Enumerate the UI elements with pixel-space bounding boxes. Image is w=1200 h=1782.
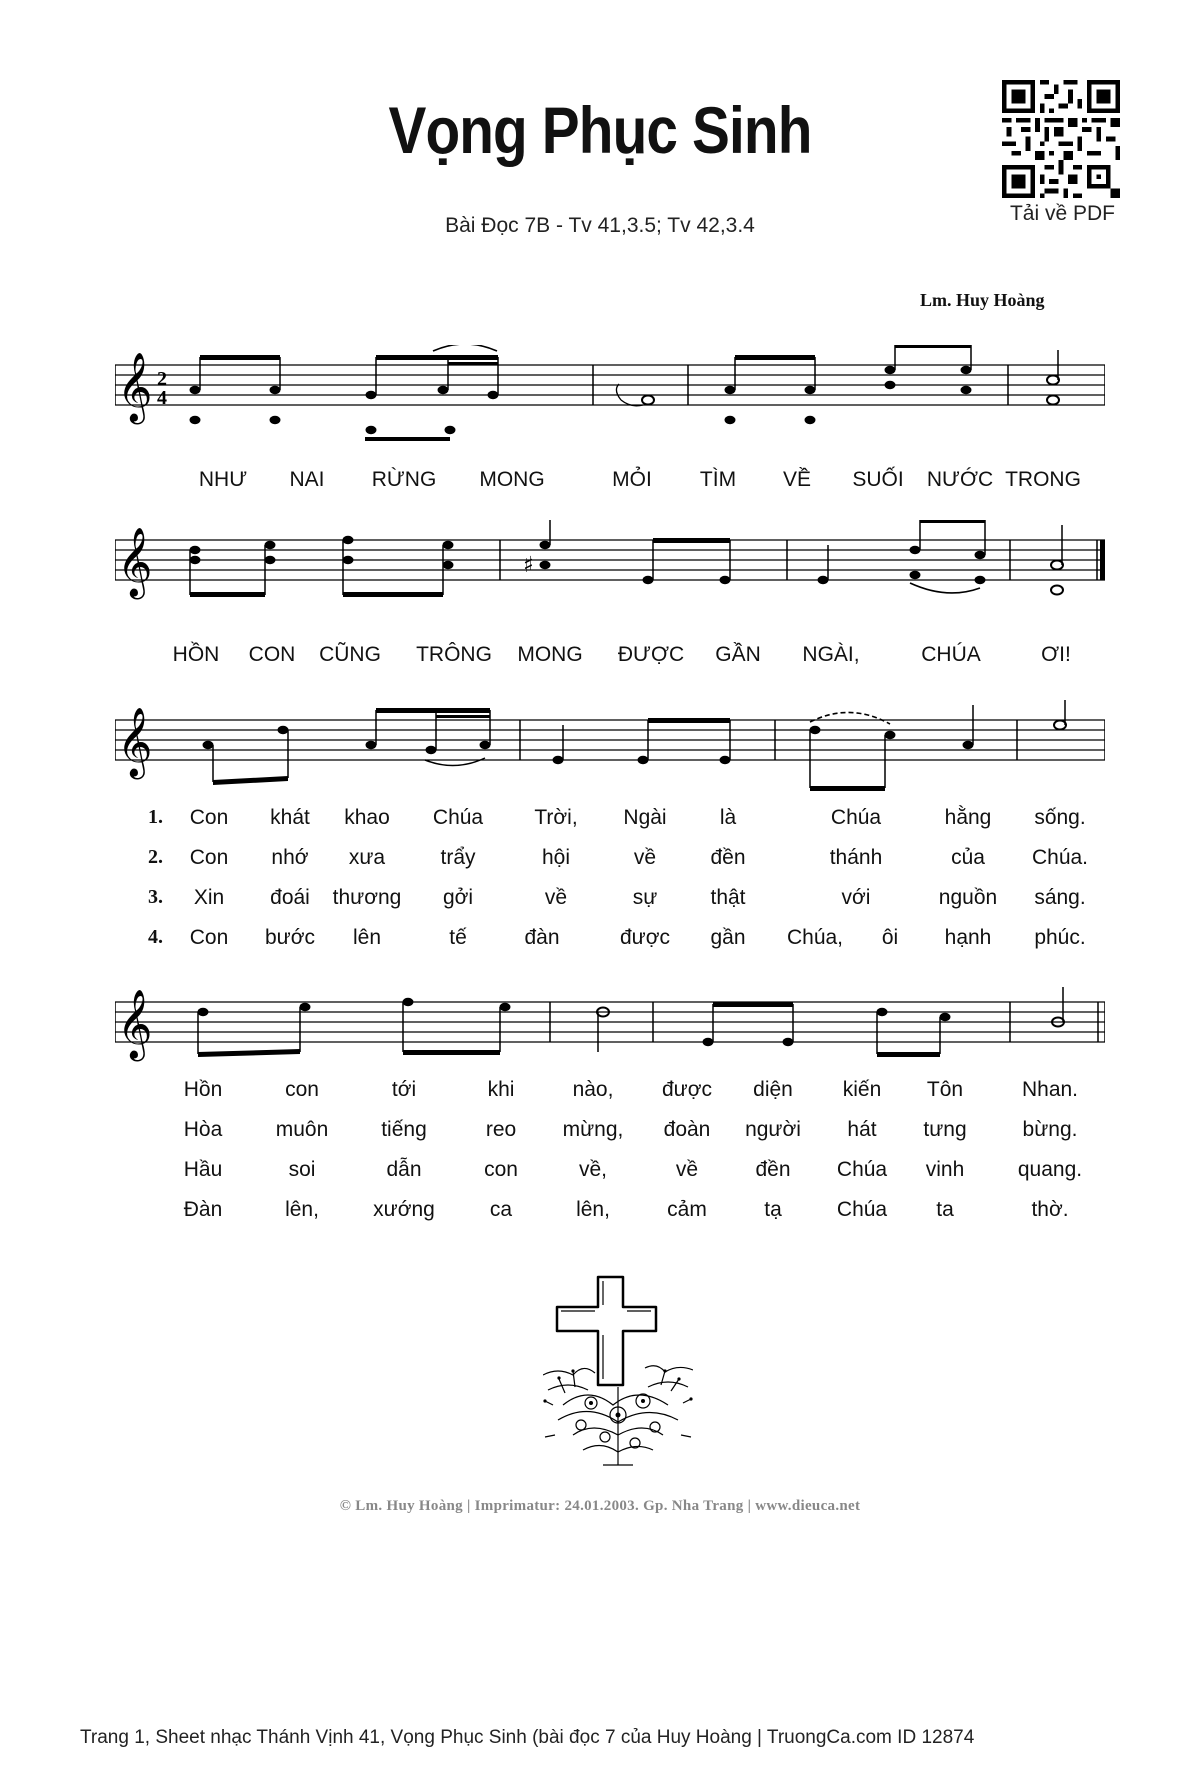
lyric-word: về, xyxy=(578,1158,608,1181)
lyric-word: Trời, xyxy=(534,806,578,829)
lyric-word: muôn xyxy=(275,1118,329,1141)
lyric-word: tế xyxy=(449,926,467,949)
lyric-word: là xyxy=(719,806,737,829)
lyric-word: Chúa xyxy=(830,806,882,829)
lyric-word: Con xyxy=(189,926,229,949)
notes-staff-1 xyxy=(190,366,1060,434)
lyric-word: sáng. xyxy=(1034,886,1086,909)
cross-illustration-icon xyxy=(543,1275,693,1467)
lyric-word: lên xyxy=(352,926,382,949)
treble-clef-icon: 𝄞 xyxy=(117,527,153,597)
refrain-word: NƯỚC xyxy=(926,468,994,491)
lyric-word: diện xyxy=(753,1078,793,1101)
refrain-word: NHƯ xyxy=(198,468,248,491)
lyric-word: được xyxy=(619,926,671,949)
refrain-word: NGÀI, xyxy=(802,643,860,666)
lyric-word: về xyxy=(675,1158,699,1181)
lyric-word: với xyxy=(841,886,871,909)
lyric-word: hằng xyxy=(944,806,992,829)
time-sig-top: 2 xyxy=(157,368,167,390)
treble-clef-icon: 𝄞 xyxy=(117,352,153,422)
refrain-word: MONG xyxy=(517,643,583,666)
download-pdf-link[interactable]: Tải về PDF xyxy=(1009,202,1116,225)
lyric-word: mừng, xyxy=(562,1118,624,1141)
lyric-word: tưng xyxy=(923,1118,967,1141)
qr-code-icon[interactable] xyxy=(1002,80,1120,198)
lyric-word: sự xyxy=(632,886,658,909)
lyric-word: Nhan. xyxy=(1021,1078,1079,1101)
page-footer: Trang 1, Sheet nhạc Thánh Vịnh 41, Vọng Phục Sinh (bài đọc 7 của Huy Hoàng | TruongCa.com ID 12874 xyxy=(80,1727,975,1748)
lyric-word: thờ. xyxy=(1031,1198,1069,1221)
lyric-word: Con xyxy=(189,846,229,869)
lyric-word: của xyxy=(951,846,985,869)
lyric-word: đoái xyxy=(270,886,310,909)
refrain-word: TRÔNG xyxy=(416,643,492,666)
lyric-word: đền xyxy=(710,846,746,869)
refrain-word: VỀ xyxy=(782,468,812,491)
lyric-word: Tôn xyxy=(926,1078,964,1101)
lyric-word: lên, xyxy=(576,1198,610,1221)
lyric-word: Con xyxy=(189,806,229,829)
staff-3 xyxy=(115,700,1105,800)
staff-2 xyxy=(115,520,1105,630)
lyric-word: cảm xyxy=(667,1198,707,1221)
reading-subtitle: Bài Đọc 7B - Tv 41,3.5; Tv 42,3.4 xyxy=(445,214,755,237)
lyric-word: con xyxy=(285,1078,319,1101)
lyric-word: tới xyxy=(391,1078,417,1101)
lyric-word: bừng. xyxy=(1022,1118,1078,1141)
lyric-word: về xyxy=(544,886,568,909)
lyric-word: xướng xyxy=(373,1198,435,1221)
lyric-word: nào, xyxy=(572,1078,614,1101)
lyric-word: khát xyxy=(270,806,310,829)
lyric-word: Hồn xyxy=(183,1078,223,1101)
lyric-word: hạnh xyxy=(944,926,992,949)
lyric-word: bước xyxy=(264,926,316,949)
treble-clef-icon: 𝄞 xyxy=(117,989,153,1059)
lyric-word: ta xyxy=(936,1198,954,1221)
lyric-word: trẩy xyxy=(440,846,476,869)
lyric-word: Chúa xyxy=(836,1198,888,1221)
lyric-word: vinh xyxy=(925,1158,965,1181)
lyric-word: con xyxy=(484,1158,518,1181)
lyric-word: thương xyxy=(332,886,402,909)
lyric-word: gần xyxy=(710,926,746,949)
lyric-word: nguồn xyxy=(938,886,998,909)
lyric-word: Hầu xyxy=(183,1158,223,1181)
treble-clef-icon: 𝄞 xyxy=(117,707,153,777)
lyric-word: thánh xyxy=(829,846,883,869)
lyric-word: nhớ xyxy=(271,846,309,869)
refrain-word: SUỐI xyxy=(852,468,904,491)
lyric-word: hát xyxy=(847,1118,877,1141)
lyric-word: đền xyxy=(755,1158,791,1181)
refrain-word: CHÚA xyxy=(921,643,981,666)
lyric-word: người xyxy=(745,1118,801,1141)
lyric-word: tiếng xyxy=(381,1118,427,1141)
refrain-word: ƠI! xyxy=(1041,643,1071,666)
copyright-line: © Lm. Huy Hoàng | Imprimatur: 24.01.2003. Gp. Nha Trang | www.dieuca.net xyxy=(339,1498,861,1514)
lyric-word: được xyxy=(661,1078,713,1101)
lyric-word: về xyxy=(633,846,657,869)
song-title: Vọng Phục Sinh xyxy=(388,93,812,167)
lyric-word: dẫn xyxy=(386,1158,422,1181)
refrain-word: CON xyxy=(248,643,296,666)
lyric-word: hội xyxy=(541,846,571,869)
refrain-word: GẦN xyxy=(715,643,761,666)
lyric-word: đàn xyxy=(524,926,560,949)
lyric-word: Chúa. xyxy=(1031,846,1089,869)
composer-name: Lm. Huy Hoàng xyxy=(920,290,1045,310)
lyric-word: đoàn xyxy=(663,1118,711,1141)
verse-number: 4. xyxy=(148,926,163,948)
staff-1 xyxy=(115,345,1105,455)
refrain-word: MỎI xyxy=(612,468,652,491)
verse-number: 2. xyxy=(148,846,163,868)
lyric-word: Ngài xyxy=(623,806,667,829)
lyric-word: tạ xyxy=(764,1198,782,1221)
lyric-word: Hòa xyxy=(183,1118,223,1141)
lyric-word: reo xyxy=(485,1118,517,1141)
lyric-word: quang. xyxy=(1017,1158,1083,1181)
lyric-word: ca xyxy=(489,1198,513,1221)
refrain-word: ĐƯỢC xyxy=(617,643,685,666)
lyric-word: kiến xyxy=(842,1078,882,1101)
lyric-word: xưa xyxy=(348,846,386,869)
sharp-icon: ♯ xyxy=(523,553,534,578)
lyric-word: Xin xyxy=(193,886,225,909)
refrain-word: CŨNG xyxy=(319,643,381,666)
refrain-word: NAI xyxy=(289,468,325,491)
lyric-word: sống. xyxy=(1034,806,1086,829)
lyric-word: khao xyxy=(344,806,390,829)
lyric-word: thật xyxy=(710,886,746,909)
staff-4 xyxy=(115,982,1105,1072)
verse-number: 1. xyxy=(148,806,163,828)
refrain-word: MONG xyxy=(479,468,545,491)
refrain-word: TRONG xyxy=(1005,468,1081,491)
lyric-word: Chúa xyxy=(836,1158,888,1181)
lyric-word: ôi xyxy=(881,926,899,949)
lyric-word: soi xyxy=(288,1158,316,1181)
time-sig-bottom: 4 xyxy=(157,387,167,409)
verse-number: 3. xyxy=(148,886,163,908)
lyric-word: gởi xyxy=(442,886,474,909)
refrain-word: HỒN xyxy=(172,643,220,666)
lyric-word: phúc. xyxy=(1034,926,1086,949)
lyric-word: lên, xyxy=(285,1198,319,1221)
refrain-word: TÌM xyxy=(699,468,737,491)
lyric-word: khi xyxy=(487,1078,515,1101)
lyric-word: Đàn xyxy=(183,1198,223,1221)
lyric-word: Chúa xyxy=(432,806,484,829)
lyric-word: Chúa, xyxy=(786,926,844,949)
refrain-word: RỪNG xyxy=(371,468,437,491)
